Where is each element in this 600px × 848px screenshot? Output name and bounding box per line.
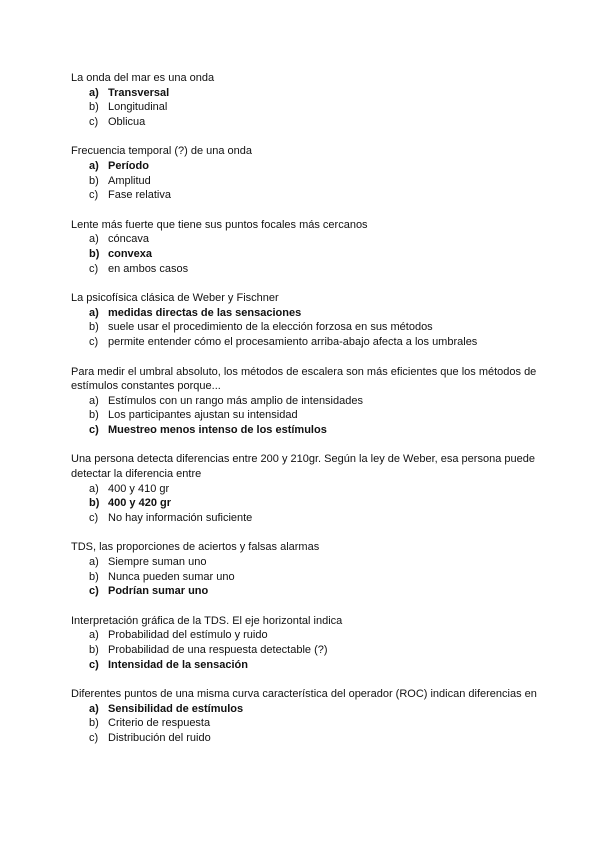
answer-option [71, 320, 541, 335]
answer-options [71, 628, 541, 672]
correct-answer-option [71, 306, 541, 321]
correct-answer-option [71, 658, 541, 673]
option-text: No hay información suficiente [108, 511, 253, 524]
answer-options [71, 555, 541, 599]
option-text: Muestreo menos intenso de los estímulos [108, 423, 327, 436]
option-text: Transversal [108, 86, 170, 99]
answer-option [71, 555, 541, 570]
question-text: Una persona detecta diferencias entre 200 y 210gr. Según la ley de Weber, esa persona puede detectar la diferencia entre [71, 453, 535, 481]
question-block [71, 452, 541, 525]
option-letter: c) [89, 115, 99, 128]
answer-option [71, 408, 541, 423]
question-block [71, 687, 541, 745]
option-letter: c) [89, 585, 99, 598]
question-text: La psicofísica clásica de Weber y Fischner [71, 292, 279, 305]
option-letter: a) [89, 482, 99, 495]
option-text: Probabilidad de una respuesta detectable (?) [108, 644, 328, 656]
option-text: Amplitud [108, 174, 151, 187]
answer-option [71, 570, 541, 585]
answer-option [71, 716, 541, 731]
option-letter: c) [89, 335, 99, 348]
question-text: Interpretación gráfica de la TDS. El eje horizontal indica [71, 614, 343, 627]
correct-answer-option [71, 584, 541, 599]
answer-option [71, 100, 541, 115]
correct-answer-option [71, 159, 541, 174]
option-letter: b) [89, 174, 99, 187]
option-text: Sensibilidad de estímulos [108, 702, 244, 715]
answer-options [71, 394, 541, 438]
option-letter: b) [89, 570, 99, 583]
answer-options [71, 482, 541, 526]
answer-options [71, 232, 541, 276]
option-text: convexa [108, 247, 153, 260]
option-letter: a) [89, 306, 99, 319]
option-text: Intensidad de la sensación [108, 658, 248, 671]
question-text: Lente más fuerte que tiene sus puntos focales más cercanos [71, 218, 368, 231]
answer-option [71, 232, 541, 247]
option-text: permite entender cómo el procesamiento arriba-abajo afecta a los umbrales [108, 335, 478, 348]
option-letter: a) [89, 556, 99, 569]
option-text: Longitudinal [108, 101, 168, 114]
option-letter: b) [89, 101, 99, 114]
option-text: Período [108, 159, 149, 172]
answer-option [71, 628, 541, 643]
option-letter: c) [89, 423, 99, 436]
question-block [71, 291, 541, 349]
option-letter: c) [89, 189, 99, 202]
correct-answer-option [71, 247, 541, 262]
option-text: suele usar el procedimiento de la elección forzosa en sus métodos [108, 321, 433, 334]
option-text: Podrían sumar uno [108, 585, 209, 598]
option-letter: a) [89, 394, 99, 407]
option-text: cóncava [108, 233, 149, 246]
option-text: Oblicua [108, 115, 146, 128]
answer-option [71, 511, 541, 526]
option-letter: a) [89, 159, 99, 172]
document-page [71, 71, 541, 761]
option-letter: c) [89, 731, 99, 744]
option-text: Siempre suman uno [108, 556, 207, 569]
answer-option [71, 643, 541, 658]
option-letter: b) [89, 321, 99, 334]
answer-option [71, 335, 541, 350]
option-letter: b) [89, 497, 100, 510]
option-letter: c) [89, 262, 99, 275]
option-letter: b) [89, 644, 99, 656]
option-text: Los participantes ajustan su intensidad [108, 409, 298, 422]
question-block [71, 71, 541, 129]
question-block [71, 540, 541, 598]
option-letter: a) [89, 233, 99, 246]
question-text: Diferentes puntos de una misma curva característica del operador (ROC) indican diferencias en [71, 688, 537, 701]
option-letter: b) [89, 409, 99, 422]
option-letter: c) [89, 511, 99, 524]
question-text: Frecuencia temporal (?) de una onda [71, 145, 252, 158]
answer-option [71, 731, 541, 746]
option-text: Probabilidad del estímulo y ruido [108, 629, 268, 642]
option-text: 400 y 410 gr [108, 482, 170, 495]
question-text: Para medir el umbral absoluto, los métodos de escalera son más eficientes que los métodos de estímulos constantes porque... [71, 365, 537, 393]
option-text: en ambos casos [108, 262, 189, 275]
question-text: La onda del mar es una onda [71, 72, 215, 84]
correct-answer-option [71, 496, 541, 511]
option-letter: a) [89, 86, 99, 99]
question-block [71, 365, 541, 438]
question-block [71, 144, 541, 202]
correct-answer-option [71, 702, 541, 717]
question-text: TDS, las proporciones de aciertos y falsas alarmas [71, 541, 320, 554]
question-block [71, 218, 541, 276]
option-text: Estímulos con un rango más amplio de intensidades [108, 394, 363, 407]
answer-option [71, 188, 541, 203]
answer-options [71, 306, 541, 350]
option-text: Criterio de respuesta [108, 717, 211, 730]
correct-answer-option [71, 423, 541, 438]
option-text: 400 y 420 gr [108, 497, 171, 510]
option-text: Distribución del ruido [108, 731, 211, 744]
option-text: Fase relativa [108, 189, 171, 202]
answer-option [71, 262, 541, 277]
correct-answer-option [71, 86, 541, 101]
option-letter: b) [89, 247, 100, 260]
answer-options [71, 86, 541, 130]
option-letter: a) [89, 629, 99, 642]
option-text: Nunca pueden sumar uno [108, 570, 235, 583]
question-block [71, 614, 541, 672]
option-letter: a) [89, 702, 99, 715]
answer-options [71, 159, 541, 203]
answer-options [71, 702, 541, 746]
option-text: medidas directas de las sensaciones [108, 306, 302, 319]
option-letter: c) [89, 658, 99, 671]
answer-option [71, 115, 541, 130]
answer-option [71, 394, 541, 409]
answer-option [71, 174, 541, 189]
option-letter: b) [89, 717, 99, 730]
answer-option [71, 482, 541, 497]
